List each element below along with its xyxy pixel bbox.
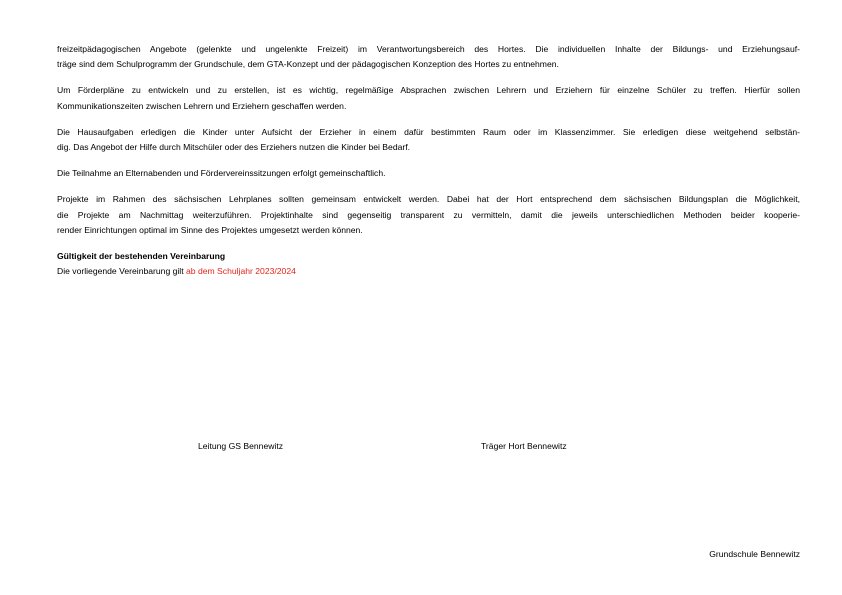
text-line: freizeitpädagogischen Angebote (gelenkte und ungelenkte Freizeit) im Verantwortungsbereich des Hortes. Die individuellen Inhalte der Bildungs- und Erziehungsauf- <box>57 44 800 54</box>
signature-hort-operator: Träger Hort Bennewitz <box>481 441 567 451</box>
validity-statement <box>57 264 800 278</box>
text-line: Die Teilnahme an Elternabenden und Fördervereinssitzungen erfolgt gemeinschaftlich. <box>57 168 386 179</box>
text-line: Um Förderpläne zu entwickeln und zu erstellen, ist es wichtig, regelmäßige Absprachen zwischen Lehrern und Erziehern für einzelne Schüler zu treffen. Hierfür sollen <box>57 85 800 96</box>
text-line: render Einrichtungen optimal im Sinne des Projektes umgesetzt werden können. <box>57 225 363 236</box>
paragraph-projects <box>57 192 800 238</box>
signature-school-management: Leitung GS Bennewitz <box>198 441 284 451</box>
validity-text: Die vorliegende Vereinbarung gilt <box>57 266 186 277</box>
paragraph-parent-meetings <box>57 166 800 181</box>
page-footer: Grundschule Bennewitz <box>709 549 800 559</box>
paragraph-care-offers <box>57 42 800 73</box>
paragraph-support-plans <box>57 83 800 114</box>
validity-heading: Gültigkeit der bestehenden Vereinbarung <box>57 251 226 262</box>
text-line: träge sind dem Schulprogramm der Grundschule, dem GTA-Konzept und der pädagogischen Konzeption des Hortes zu entnehmen. <box>57 59 559 70</box>
paragraph-homework <box>57 125 800 156</box>
validity-date: ab dem Schuljahr 2023/2024 <box>186 266 296 277</box>
text-line: Kommunikationszeiten zwischen Lehrern und Erziehern geschaffen werden. <box>57 100 347 111</box>
text-line: dig. Das Angebot der Hilfe durch Mitschüler oder des Erziehers nutzen die Kinder bei Bedarf. <box>57 142 411 153</box>
text-line: die Projekte am Nachmittag weiterzuführen. Projektinhalte sind gegenseitig transparent zu vermitteln, damit die jeweils unterschiedlichen Methoden beider kooperie- <box>57 209 800 220</box>
text-line: Projekte im Rahmen des sächsischen Lehrplanes sollten gemeinsam entwickelt werden. Dabei hat der Hort entsprechend dem sächsischen Bildungsplan die Möglichkeit, <box>57 194 800 205</box>
document-body <box>57 42 800 278</box>
text-line: Die Hausaufgaben erledigen die Kinder unter Aufsicht der Erzieher in einem dafür bestimmten Raum oder im Klassenzimmer. Sie erledigen diese weitgehend selbstän- <box>57 126 800 137</box>
